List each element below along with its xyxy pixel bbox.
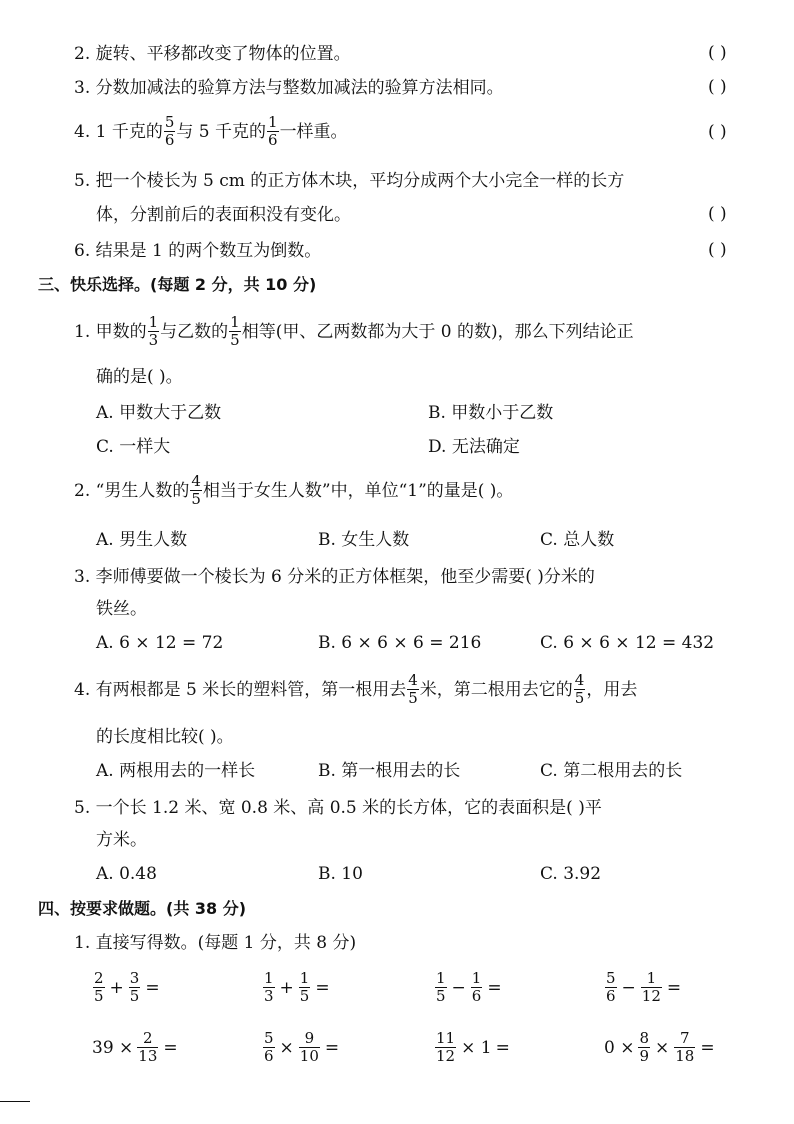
option-a[interactable]: A. 甲数大于乙数	[96, 403, 222, 423]
denominator: 5	[129, 987, 140, 1005]
fraction	[574, 672, 586, 707]
denominator: 5	[299, 987, 310, 1005]
equals-sign: =	[315, 977, 330, 998]
denominator: 6	[164, 131, 175, 149]
fraction	[299, 970, 311, 1005]
option-b[interactable]: B. 甲数小于乙数	[428, 403, 554, 423]
text-segment: 与 5 千克的	[176, 121, 267, 142]
denominator: 6	[606, 987, 616, 1005]
denominator: 5	[191, 490, 201, 508]
text-segment: 米，第二根用去它的	[419, 679, 573, 700]
calc-item[interactable]	[604, 970, 681, 1005]
choice-q4-cont[interactable]: 的长度相比较( )。	[96, 727, 234, 747]
fraction	[267, 114, 279, 149]
fraction	[263, 970, 275, 1005]
numerator: 8	[639, 1029, 650, 1047]
judge-item-6: 6. 结果是 1 的两个数互为倒数。	[74, 241, 322, 261]
operator: ×	[279, 1037, 294, 1058]
fraction	[164, 114, 176, 149]
fraction	[93, 970, 105, 1005]
operator: +	[279, 977, 294, 998]
numerator: 1	[436, 969, 446, 987]
judge-item-text: 3. 分数加减法的验算方法与整数加减法的验算方法相同。	[74, 78, 504, 98]
equals-sign: =	[700, 1037, 715, 1058]
calc-item[interactable]	[262, 1030, 339, 1065]
page-edge-rule	[0, 1101, 30, 1102]
numerator: 4	[574, 671, 585, 689]
denominator: 5	[574, 689, 585, 707]
calc-item[interactable]	[262, 970, 330, 1005]
text-segment: 相等(甲、乙两数都为大于 0 的数)，那么下列结论正	[241, 321, 634, 342]
fraction	[674, 1030, 695, 1065]
numerator: 1	[264, 969, 274, 987]
numerator: 5	[164, 113, 175, 131]
equals-sign: =	[324, 1037, 340, 1058]
option-c[interactable]: C. 第二根用去的长	[540, 761, 683, 781]
numerator: 11	[436, 1029, 456, 1047]
fraction	[129, 970, 141, 1005]
choice-q3: 3. 李师傅要做一个棱长为 6 分米的正方体框架，他至少需要( )分米的	[74, 567, 595, 587]
fraction	[229, 314, 241, 349]
operator: +	[109, 977, 124, 998]
judge-item-4	[74, 114, 348, 149]
operator: ×	[655, 1037, 670, 1058]
denominator: 5	[230, 331, 240, 349]
calc-item[interactable]	[434, 1030, 510, 1065]
option-b[interactable]: B. 6 × 6 × 6 = 216	[318, 633, 482, 653]
denominator: 3	[264, 987, 274, 1005]
choice-q5: 5. 一个长 1.2 米、宽 0.8 米、高 0.5 米的长方体，它的表面积是( )平	[74, 798, 602, 818]
choice-q2	[74, 473, 513, 508]
numerator: 9	[299, 1030, 320, 1048]
answer-blank[interactable]: ( )	[708, 204, 727, 224]
fraction	[435, 1030, 456, 1065]
denominator: 6	[471, 987, 482, 1005]
equals-sign: =	[666, 977, 682, 998]
judge-item-5: 5. 把一个棱长为 5 cm 的正方体木块，平均分成两个大小完全一样的长方	[74, 171, 625, 191]
text-segment: ，用去	[586, 679, 638, 700]
denominator: 12	[641, 987, 661, 1005]
option-b[interactable]: B. 女生人数	[318, 530, 410, 550]
calc-item[interactable]	[92, 1030, 178, 1065]
sub-question-title: 1. 直接写得数。(每题 1 分，共 8 分)	[74, 933, 357, 953]
fraction	[435, 970, 447, 1005]
option-a[interactable]: A. 男生人数	[96, 530, 188, 550]
option-b[interactable]: B. 10	[318, 864, 363, 884]
equals-sign: =	[487, 977, 502, 998]
option-a[interactable]: A. 0.48	[96, 864, 157, 884]
equals-sign: =	[145, 977, 160, 998]
operand: 0 ×	[604, 1037, 635, 1058]
numerator: 1	[641, 970, 662, 988]
numerator: 1	[268, 113, 278, 131]
denominator: 12	[436, 1047, 456, 1065]
calc-item[interactable]	[604, 1030, 715, 1065]
numerator: 3	[129, 969, 140, 987]
numerator: 4	[191, 472, 201, 490]
fraction	[263, 1030, 275, 1065]
numerator: 2	[137, 1030, 158, 1048]
denominator: 3	[148, 331, 159, 349]
denominator: 5	[436, 987, 446, 1005]
denominator: 18	[675, 1047, 695, 1065]
answer-blank[interactable]: ( )	[708, 77, 727, 97]
numerator: 7	[674, 1030, 695, 1048]
answer-blank[interactable]: ( )	[708, 122, 727, 142]
text-segment: 1. 甲数的	[74, 321, 147, 342]
fraction	[605, 970, 617, 1005]
numerator: 1	[299, 969, 310, 987]
fraction	[638, 1030, 650, 1065]
numerator: 1	[148, 313, 159, 331]
numerator: 5	[606, 969, 616, 987]
text-segment: 一样重。	[279, 121, 348, 142]
denominator: 6	[264, 1047, 274, 1065]
option-d[interactable]: D. 无法确定	[428, 437, 520, 457]
judge-item-3	[74, 77, 504, 99]
denominator: 5	[94, 987, 104, 1005]
fraction	[190, 473, 202, 508]
choice-q1	[74, 314, 634, 349]
judge-item-5-cont: 体，分割前后的表面积没有变化。	[96, 205, 351, 225]
operand: 39 ×	[92, 1037, 134, 1058]
section-title: 三、快乐选择。(每题 2 分，共 10 分)	[38, 275, 317, 294]
option-c[interactable]: C. 6 × 6 × 12 = 432	[540, 633, 715, 653]
judge-item-text: 2. 旋转、平移都改变了物体的位置。	[74, 44, 351, 64]
section-title: 四、按要求做题。(共 38 分)	[38, 899, 247, 918]
fraction	[299, 1030, 320, 1065]
text-segment: 与乙数的	[160, 321, 229, 342]
denominator: 10	[299, 1047, 319, 1065]
numerator: 1	[230, 313, 240, 331]
option-b[interactable]: B. 第一根用去的长	[318, 761, 461, 781]
fraction	[407, 672, 419, 707]
option-a[interactable]: A. 两根用去的一样长	[96, 761, 256, 781]
choice-q5-cont: 方米。	[96, 830, 147, 850]
equals-sign: =	[163, 1037, 178, 1058]
text-segment: 4. 1 千克的	[74, 121, 163, 142]
text-segment: 4. 有两根都是 5 米长的塑料管，第一根用去	[74, 679, 407, 700]
text-segment: 相当于女生人数”中，单位“1”的量是( )。	[202, 480, 514, 501]
numerator: 1	[471, 969, 482, 987]
choice-q4	[74, 672, 637, 707]
equals-sign: =	[495, 1037, 510, 1058]
denominator: 5	[408, 689, 418, 707]
denominator: 6	[268, 131, 278, 149]
operand: × 1	[461, 1037, 492, 1058]
answer-blank[interactable]: ( )	[708, 43, 727, 63]
choice-q1-cont[interactable]: 确的是( )。	[96, 367, 183, 387]
option-a[interactable]: A. 6 × 12 = 72	[96, 633, 224, 653]
denominator: 13	[138, 1047, 158, 1065]
numerator: 4	[408, 671, 418, 689]
choice-q3-cont: 铁丝。	[96, 599, 147, 619]
option-c[interactable]: C. 一样大	[96, 437, 171, 457]
option-c[interactable]: C. 3.92	[540, 864, 602, 884]
operator: −	[451, 977, 466, 998]
numerator: 2	[94, 969, 104, 987]
fraction	[641, 970, 662, 1005]
denominator: 9	[639, 1047, 650, 1065]
fraction	[148, 314, 160, 349]
text-segment: 2. “男生人数的	[74, 480, 190, 501]
operator: −	[621, 977, 636, 998]
option-c[interactable]: C. 总人数	[540, 530, 615, 550]
judge-item-2	[74, 43, 351, 65]
fraction	[137, 1030, 158, 1065]
calc-item[interactable]	[434, 970, 502, 1005]
calc-item[interactable]	[92, 970, 160, 1005]
answer-blank[interactable]: ( )	[708, 240, 727, 260]
numerator: 5	[264, 1029, 274, 1047]
fraction	[471, 970, 483, 1005]
